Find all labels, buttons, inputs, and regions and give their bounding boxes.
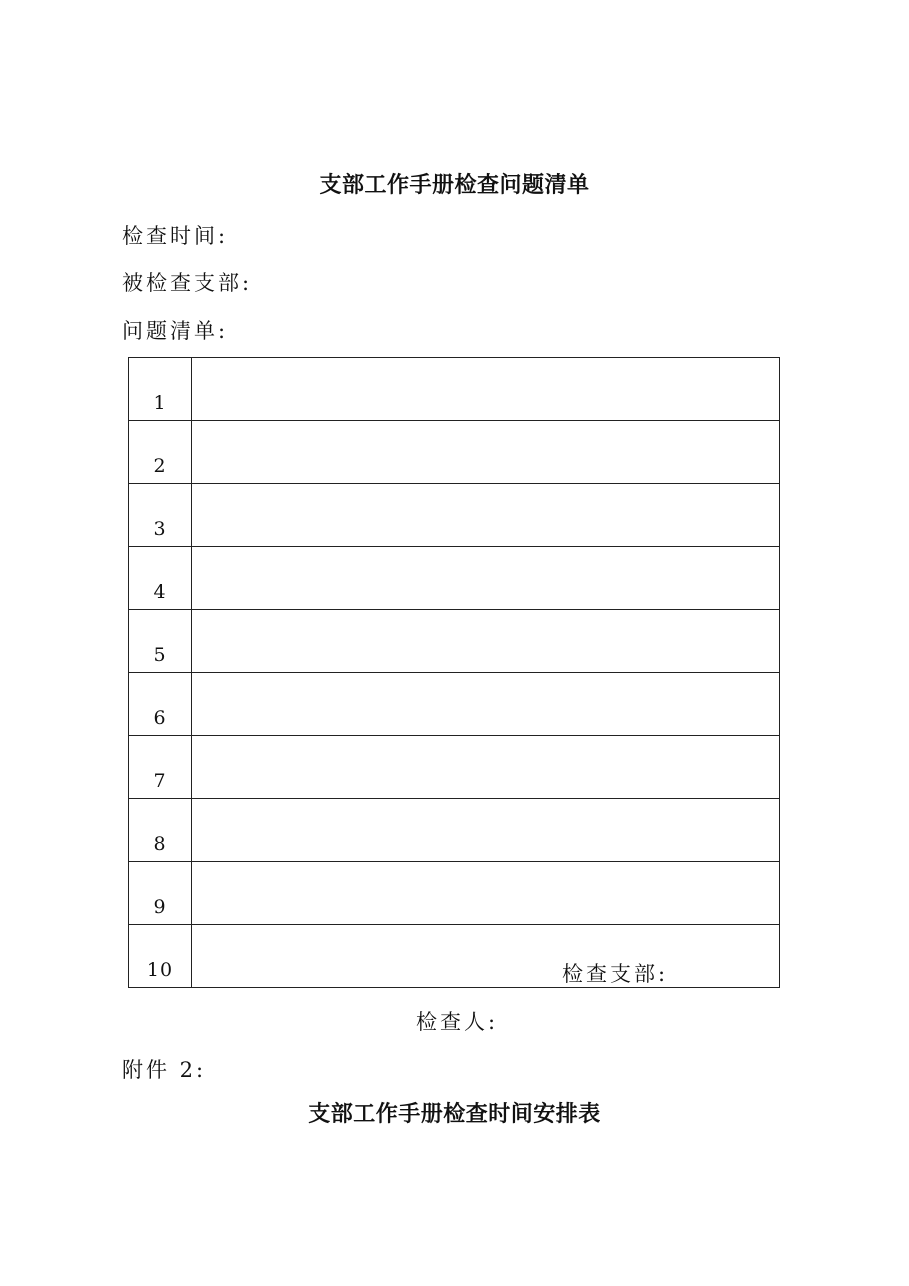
row-number: 2 [129,421,192,484]
table-row [129,547,780,610]
row-number: 10 [129,925,192,988]
table-row [129,484,780,547]
row-number: 3 [129,484,192,547]
row-number: 5 [129,610,192,673]
row-number: 7 [129,736,192,799]
table-row [129,862,780,925]
table-row [129,421,780,484]
table-row [129,925,780,988]
table-row [129,610,780,673]
issue-cell [192,484,780,547]
issue-cell [192,799,780,862]
table-row [129,799,780,862]
issue-cell [192,610,780,673]
row-number: 4 [129,547,192,610]
check-time-label: 检查时间: [122,224,229,248]
row-number: 9 [129,862,192,925]
issue-cell [192,421,780,484]
row-number: 8 [129,799,192,862]
issue-cell [192,862,780,925]
issue-cell [192,925,780,988]
issue-table [128,357,780,988]
issue-cell [192,547,780,610]
inspecting-branch-label: 检查支部: [562,962,669,986]
issue-cell [192,736,780,799]
issue-list-label: 问题清单: [122,319,229,343]
table-row [129,673,780,736]
inspector-label: 检查人: [416,1010,499,1034]
attachment-label: 附件 2: [122,1058,207,1082]
issue-cell [192,673,780,736]
checked-branch-label: 被检查支部: [122,271,253,295]
table-row [129,358,780,421]
issue-cell [192,358,780,421]
table-row [129,736,780,799]
document-title: 支部工作手册检查问题清单 [319,172,590,198]
row-number: 6 [129,673,192,736]
row-number: 1 [129,358,192,421]
attachment-title: 支部工作手册检查时间安排表 [308,1101,601,1127]
